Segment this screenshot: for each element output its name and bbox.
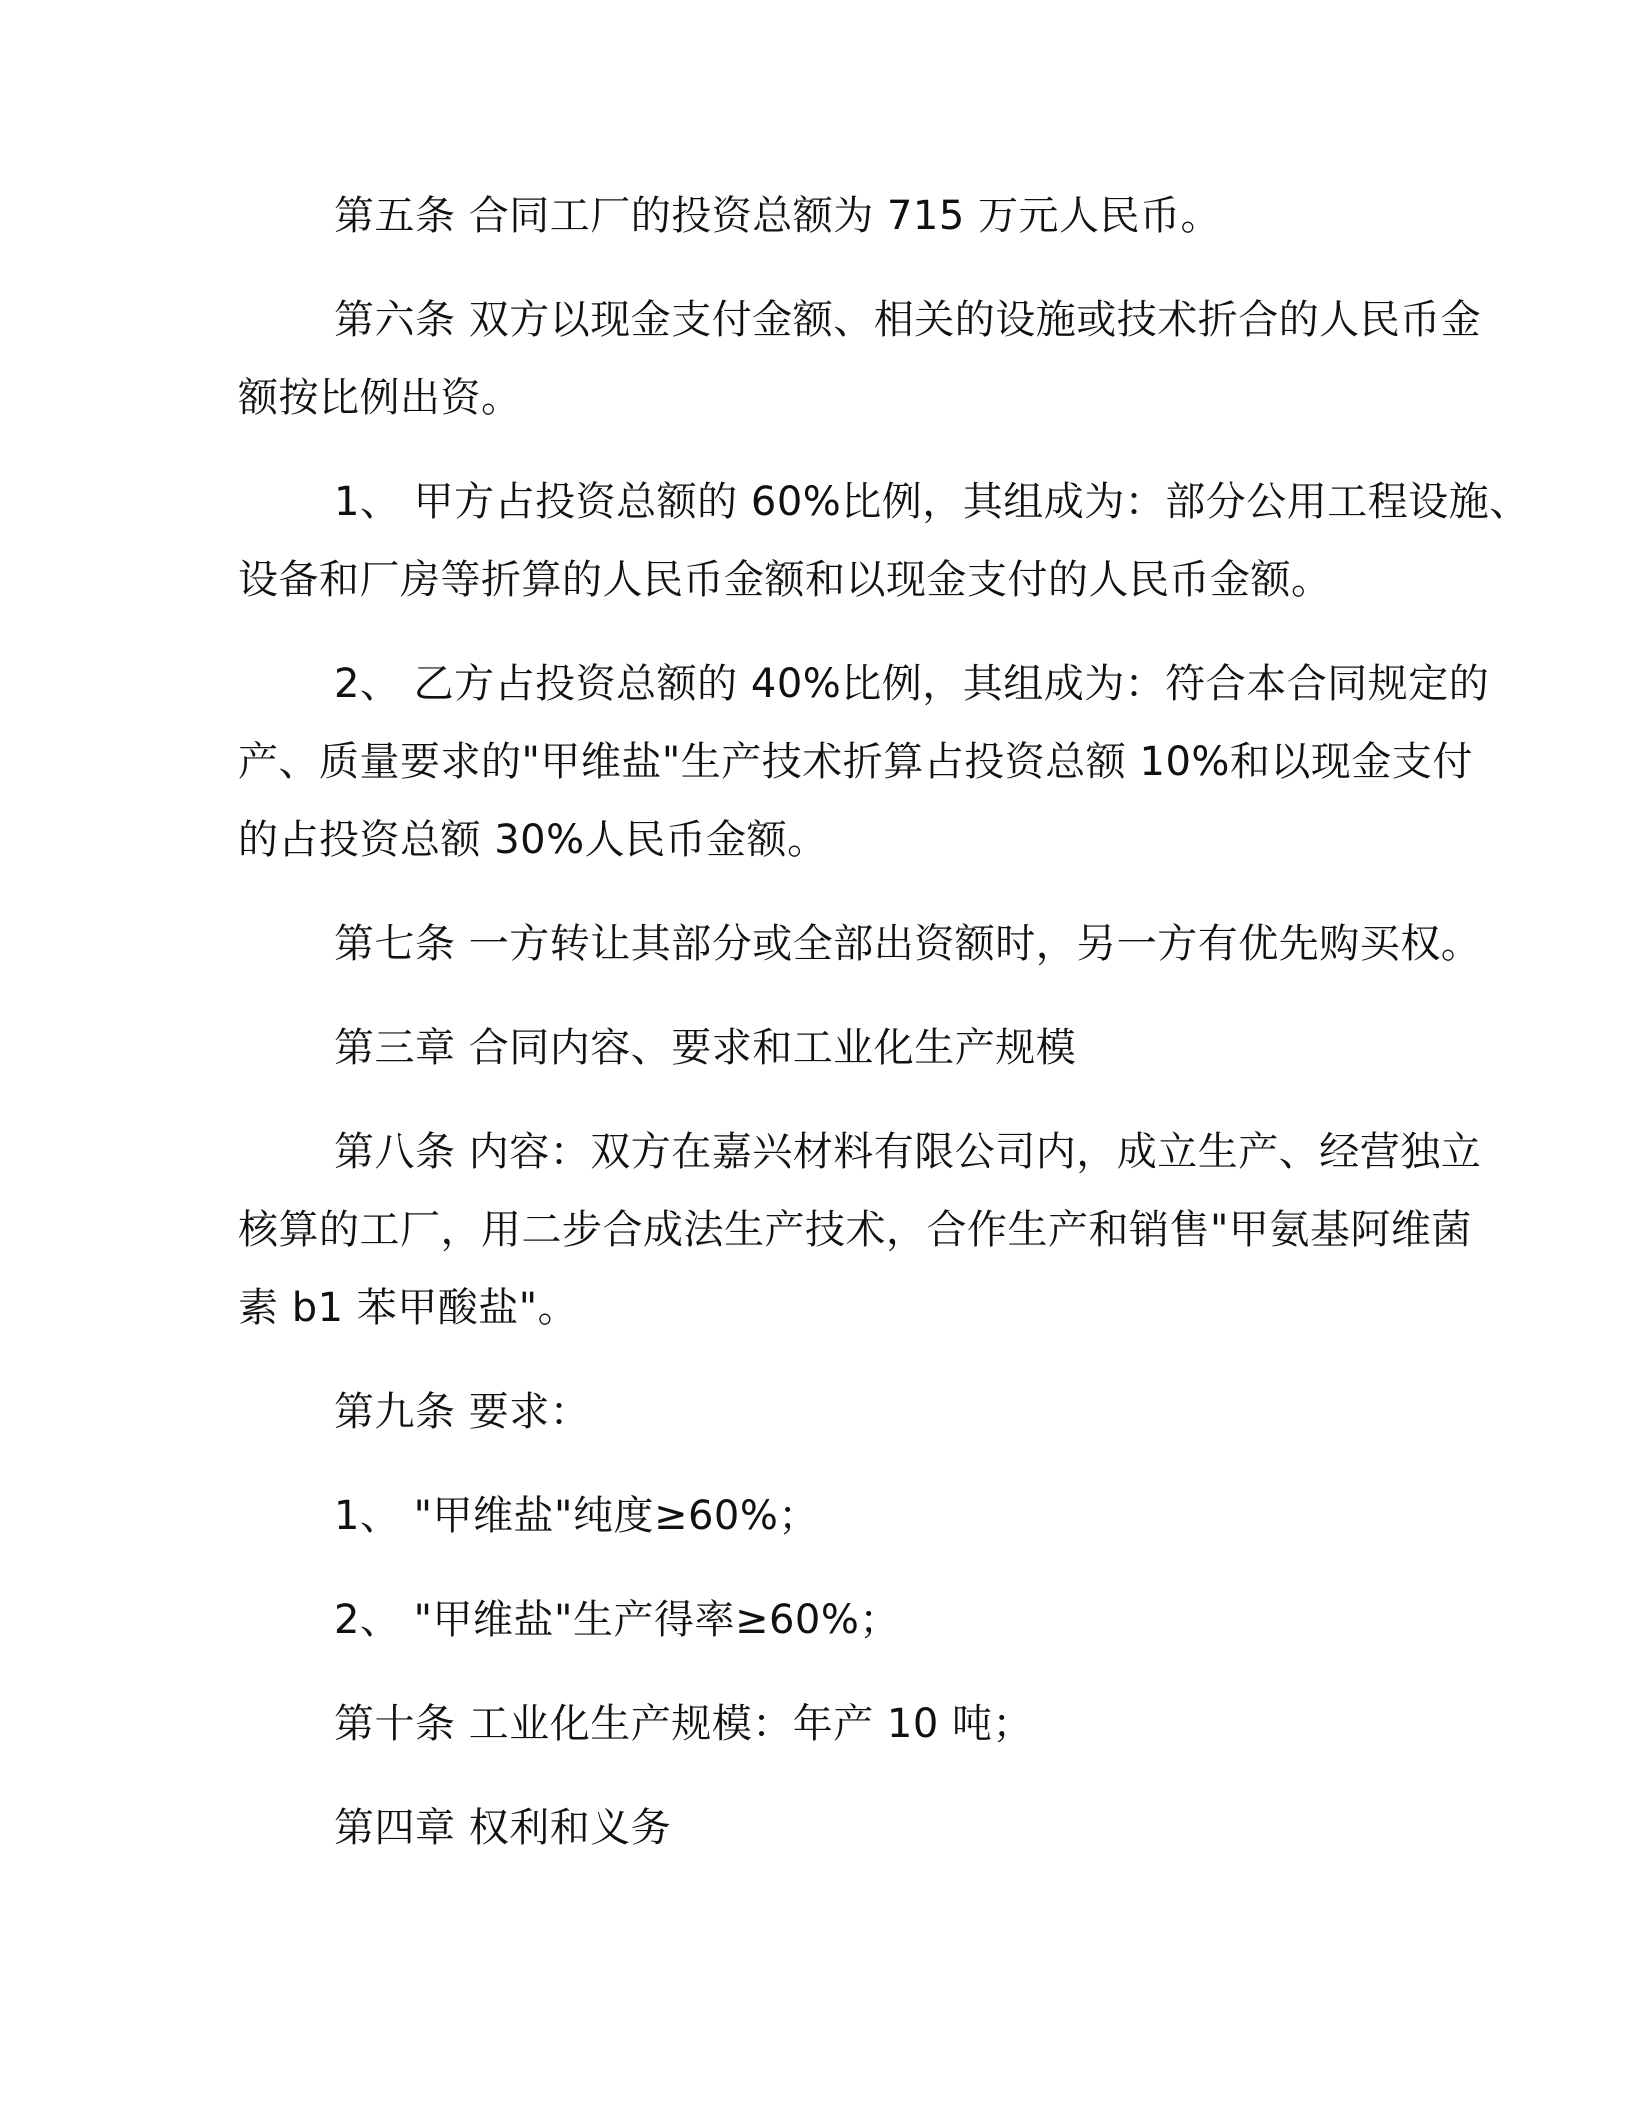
chapter-4-heading: 第四章 权利和义务 [334,1805,672,1851]
article-10: 第十条 工业化生产规模：年产 10 吨； [334,1701,1034,1747]
article-6-line-2: 额按比例出资。 [238,375,522,421]
article-7: 第七条 一方转让其部分或全部出资额时，另一方有优先购买权。 [334,921,1482,967]
article-5: 第五条 合同工厂的投资总额为 715 万元人民币。 [334,193,1221,239]
article-6-item-2-line-2: 产、质量要求的"甲维盐"生产技术折算占投资总额 10%和以现金支付 [238,739,1473,785]
article-6-item-1-line-1: 1、 甲方占投资总额的 60%比例，其组成为：部分公用工程设施、 [334,479,1530,525]
chapter-3-heading: 第三章 合同内容、要求和工业化生产规模 [334,1025,1077,1071]
article-8-line-1: 第八条 内容：双方在嘉兴材料有限公司内，成立生产、经营独立 [334,1129,1482,1175]
article-9-item-2: 2、 "甲维盐"生产得率≥60%； [334,1597,900,1643]
article-9-item-1: 1、 "甲维盐"纯度≥60%； [334,1493,819,1539]
article-9: 第九条 要求： [334,1389,591,1435]
article-6-line-1: 第六条 双方以现金支付金额、相关的设施或技术折合的人民币金 [334,297,1482,343]
article-6-item-1-line-2: 设备和厂房等折算的人民币金额和以现金支付的人民币金额。 [238,557,1332,603]
article-6-item-2-line-1: 2、 乙方占投资总额的 40%比例，其组成为：符合本合同规定的 [334,661,1490,707]
article-8-line-2: 核算的工厂，用二步合成法生产技术，合作生产和销售"甲氨基阿维菌 [238,1207,1472,1253]
article-6-item-2-line-3: 的占投资总额 30%人民币金额。 [238,817,828,863]
article-8-line-3: 素 b1 苯甲酸盐"。 [238,1285,579,1331]
